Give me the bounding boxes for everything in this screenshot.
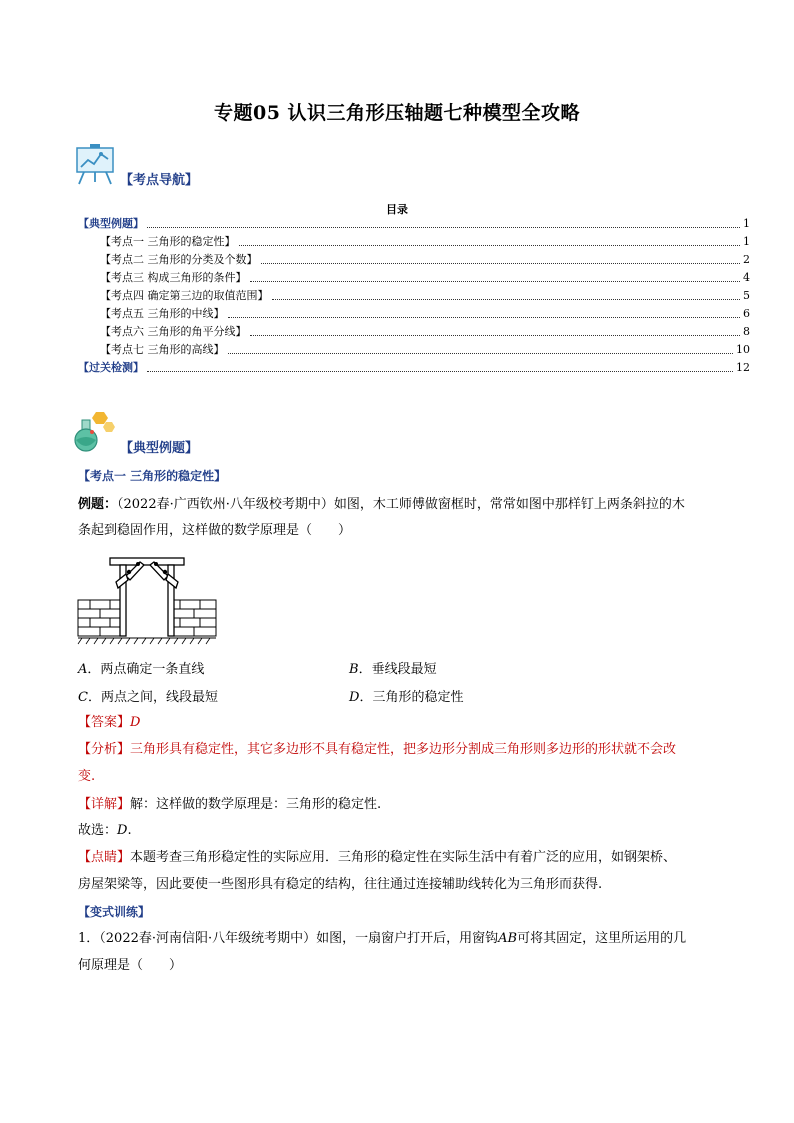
window-frame-figure: [76, 550, 218, 646]
toc-leader: [261, 263, 741, 264]
exercise-1-line-1: [78, 926, 728, 952]
exercise-1-var: AB: [498, 931, 518, 946]
exercise-1-text-b: 可将其固定，这里所运用的几: [517, 931, 687, 946]
option-c-letter: C: [78, 690, 88, 705]
toc-row-label: 【考点四 确定第三边的取值范围】: [100, 289, 269, 302]
toc-leader: [228, 317, 741, 318]
answer-value: D: [130, 715, 141, 730]
toc-row[interactable]: [100, 324, 750, 340]
toc-leader: [250, 335, 741, 336]
choose-line: [78, 818, 728, 844]
detail-line: [78, 792, 728, 818]
toc-leader: [272, 299, 741, 300]
examples-heading: 【典型例题】: [120, 441, 199, 456]
toc-title: 目录: [386, 203, 408, 216]
toc-row-label: 【考点三 构成三角形的条件】: [100, 271, 247, 284]
analysis-line-1: [78, 737, 728, 763]
toc-row[interactable]: [100, 252, 750, 268]
nav-heading: 【考点导航】: [120, 173, 199, 188]
toc-leader: [147, 227, 740, 228]
toc-row-label: 【考点六 三角形的角平分线】: [100, 325, 247, 338]
analysis-line-2: 变.: [78, 769, 96, 784]
toc-leader: [147, 371, 733, 372]
toc-row-label: 【过关检测】: [78, 361, 144, 374]
option-d-text: ．三角形的稳定性: [359, 690, 464, 705]
choose-text: 故选：: [78, 823, 118, 838]
example-line-1: [78, 492, 728, 518]
variant-heading: 【变式训练】: [78, 905, 151, 919]
option-d-letter: D: [349, 690, 360, 705]
toc-row-page: 6: [743, 307, 750, 320]
toc-row-page: 1: [743, 235, 750, 248]
example-line-2: 条起到稳固作用，这样做的数学原理是（ ）: [78, 523, 352, 538]
toc-row[interactable]: [78, 360, 750, 376]
example-text-1: （2022春·广西钦州·八年级校考期中）如图，木工师傅做窗框时，常常如图中那样钉上两条斜拉的木: [117, 497, 685, 512]
toc-row-label: 【考点七 三角形的高线】: [100, 343, 225, 356]
option-c[interactable]: [78, 686, 218, 705]
toc-row-page: 1: [743, 217, 750, 230]
flask-icon: [72, 410, 116, 452]
option-b-text: ．垂线段最短: [358, 662, 437, 677]
toc-row-label: 【考点二 三角形的分类及个数】: [100, 253, 258, 266]
option-a-letter: A: [78, 662, 88, 677]
toc-row[interactable]: [100, 234, 750, 250]
comment-line-2: 房屋架梁等，因此要使一些图形具有稳定的结构，往往通过连接辅助线转化为三角形而获得.: [78, 877, 603, 892]
option-c-text: ．两点之间，线段最短: [87, 690, 218, 705]
easel-icon: [74, 142, 120, 186]
example-label: 例题：: [78, 497, 118, 512]
option-a[interactable]: [78, 658, 204, 677]
toc-row-page: 12: [736, 361, 750, 374]
toc-row[interactable]: [100, 288, 750, 304]
option-a-text: ．两点确定一条直线: [87, 662, 205, 677]
comment-line-1: [78, 845, 728, 871]
toc-row-page: 2: [743, 253, 750, 266]
page-title: 专题05 认识三角形压轴题七种模型全攻略: [213, 102, 581, 124]
toc-row[interactable]: [78, 216, 750, 232]
toc-leader: [239, 245, 741, 246]
exercise-1-line-2: 何原理是（ ）: [78, 958, 183, 973]
toc-row-page: 8: [743, 325, 750, 338]
toc-row-label: 【考点五 三角形的中线】: [100, 307, 225, 320]
comment-tag: 【点睛】: [78, 850, 131, 865]
analysis-text-1: 三角形具有稳定性，其它多边形不具有稳定性，把多边形分割成三角形则多边形的形状就不会改: [130, 742, 677, 757]
analysis-tag: 【分析】: [78, 742, 131, 757]
option-b-letter: B: [349, 662, 359, 677]
toc-row-page: 5: [743, 289, 750, 302]
comment-text-1: 本题考查三角形稳定性的实际应用．三角形的稳定性在实际生活中有着广泛的应用，如钢架桥、: [130, 850, 677, 865]
toc-row-label: 【考点一 三角形的稳定性】: [100, 235, 236, 248]
toc-row[interactable]: [100, 270, 750, 286]
choose-value: D: [117, 823, 128, 838]
point1-heading: 【考点一 三角形的稳定性】: [78, 469, 227, 483]
choose-end: .: [127, 823, 132, 838]
detail-tag: 【详解】: [78, 797, 131, 812]
option-b[interactable]: [349, 658, 437, 677]
toc-row-page: 4: [743, 271, 750, 284]
toc-row-label: 【典型例题】: [78, 217, 144, 230]
toc-leader: [228, 353, 734, 354]
detail-text: 解：这样做的数学原理是：三角形的稳定性.: [130, 797, 382, 812]
toc-leader: [250, 281, 741, 282]
answer-line: [78, 710, 728, 736]
toc-row[interactable]: [100, 342, 750, 358]
option-d[interactable]: [349, 686, 463, 705]
toc-row-page: 10: [736, 343, 750, 356]
answer-tag: 【答案】: [78, 715, 131, 730]
exercise-1-text-a: 1．（2022春·河南信阳·八年级统考期中）如图，一扇窗户打开后，用窗钩: [78, 931, 499, 946]
toc-row[interactable]: [100, 306, 750, 322]
